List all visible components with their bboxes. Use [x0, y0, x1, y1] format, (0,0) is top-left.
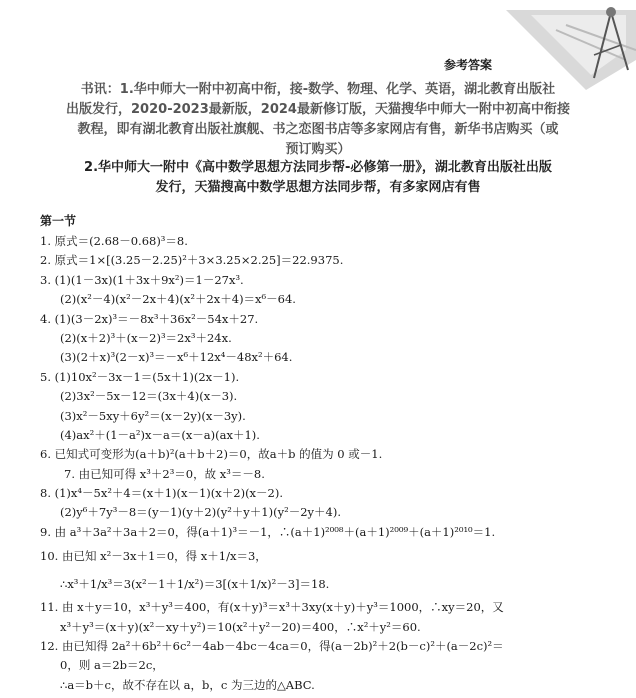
answer-line: 2. 原式＝1×[(3.25－2.25)²＋3×3.25×2.25]＝22.9375.: [40, 253, 344, 268]
answer-line: 4. (1)(3－2x)³＝－8x³＋36x²－54x＋27.: [40, 311, 259, 326]
answer-list: [40, 232, 630, 695]
notice-line: 书讯：1.华中师大一附中初高中衔，接-数学、物理、化学、英语，湖北教育出版社: [80, 82, 556, 97]
compass-ruler-watermark: [486, 0, 636, 90]
answer-line: (4)ax²＋(1－a²)x－a＝(x－a)(ax＋1).: [60, 427, 260, 442]
notice-line: 教程，即有湖北教育出版社旗舰、书之恋图书店等多家网店有售，新华书店购买（或: [77, 122, 559, 137]
answer-line: ∴a＝b＋c，故不存在以 a，b，c 为三边的△ABC.: [60, 677, 315, 692]
answer-line: (2)3x²－5x－12＝(3x＋4)(x－3).: [60, 389, 238, 404]
answer-line: 12. 由已知得 2a²＋6b²＋6c²－4ab－4bc－4ca＝0，得(a－2b)²＋2(b－c)²＋(a－2c)²＝: [40, 639, 504, 654]
answer-line: 8. (1)x⁴－5x²＋4＝(x＋1)(x－1)(x＋2)(x－2).: [40, 486, 283, 501]
notice-line: 2.华中师大一附中《高中数学思想方法同步帮-必修第一册》，湖北教育出版社出版: [84, 160, 552, 175]
book-notice: [14, 80, 622, 160]
section-title: 第一节: [40, 214, 77, 228]
answer-line: (2)(x²－4)(x²－2x＋4)(x²＋2x＋4)＝x⁶－64.: [60, 292, 296, 307]
notice-line: 发行，天猫搜高中数学思想方法同步帮，有多家网店有售: [155, 180, 481, 195]
answer-line: (3)(2＋x)³(2－x)³＝－x⁶＋12x⁴－48x²＋64.: [60, 350, 293, 365]
answer-line: (2)y⁶＋7y³－8＝(y－1)(y＋2)(y²＋y＋1)(y²－2y＋4).: [60, 505, 341, 520]
answer-line: 6. 已知式可变形为(a＋b)²(a＋b＋2)＝0，故a＋b 的值为 0 或－1.: [40, 447, 383, 462]
notice-line: 预订购买）: [285, 142, 351, 157]
notice-line: 出版发行，2020-2023最新版，2024最新修订版，天猫搜华中师大一附中初高中衔接: [66, 102, 570, 117]
answer-line: 10. 由已知 x²－3x＋1＝0，得 x＋1/x＝3，: [40, 549, 267, 564]
answer-line: 3. (1)(1－3x)(1＋3x＋9x²)＝1－27x³.: [40, 272, 244, 287]
answer-line: ∴x³＋1/x³＝3(x²－1＋1/x²)＝3[(x＋1/x)²－3]＝18.: [60, 577, 330, 592]
answer-line: 0，则 a＝2b＝2c，: [60, 658, 164, 673]
answer-line: 7. 由已知可得 x³＋2³＝0，故 x³＝－8.: [64, 466, 265, 481]
answer-line: 1. 原式＝(2.68－0.68)³＝8.: [40, 234, 188, 248]
answer-line: 9. 由 a³＋3a²＋3a＋2＝0，得(a＋1)³＝－1，∴(a＋1)²⁰⁰⁸＋(a＋1)²⁰⁰⁹＋(a＋1)²⁰¹⁰＝1.: [40, 524, 496, 539]
answer-line: (3)x²－5xy＋6y²＝(x－2y)(x－3y).: [60, 408, 246, 423]
answer-line: x³＋y³＝(x＋y)(x²－xy＋y²)＝10(x²＋y²－20)＝400，∴x²＋y²＝60.: [60, 619, 421, 634]
answer-line: (2)(x＋2)³＋(x－2)³＝2x³＋24x.: [60, 330, 232, 345]
answer-line: 11. 由 x＋y＝10，x³＋y³＝400，有(x＋y)³＝x³＋3xy(x＋y)＋y³＝1000，∴xy＝20，又: [40, 600, 504, 615]
page-title: 参考答案: [443, 58, 492, 72]
answer-line: 5. (1)10x²－3x－1＝(5x＋1)(2x－1).: [40, 369, 240, 384]
book-notice-2: [14, 158, 622, 198]
